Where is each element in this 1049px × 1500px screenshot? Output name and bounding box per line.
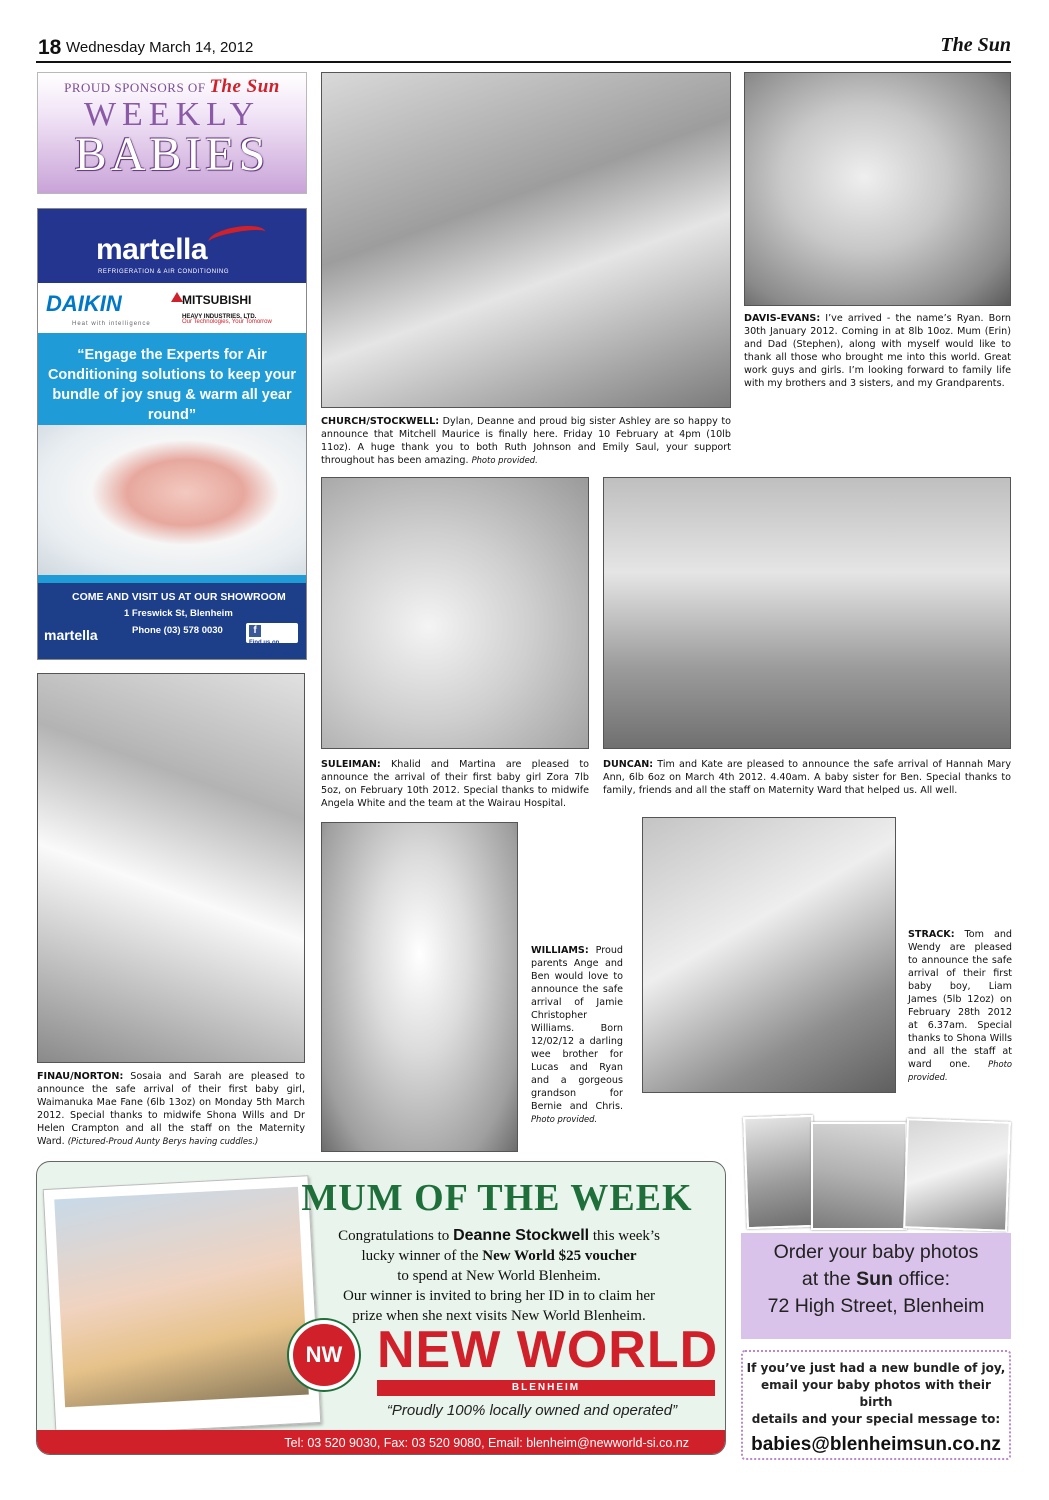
banner-babies: BABIES: [74, 128, 270, 181]
new-world-logo-icon: NW: [289, 1320, 359, 1390]
mitsubishi-name: MITSUBISHI: [182, 293, 252, 307]
photo-credit: (Pictured-Proud Aunty Berys having cuddles.): [67, 1136, 259, 1146]
mitsubishi-line2: HEAVY INDUSTRIES, LTD.: [182, 314, 257, 320]
order-brand: Sun: [856, 1268, 893, 1290]
daikin-tagline: Heat with intelligence: [72, 321, 151, 327]
caption-text: Tom and Wendy are pleased to announce the safe arrival of their first baby boy, Liam James (5lb 12oz) on February 28th 2012 at 6.37am. Special thanks to Shona Wills and all the staff at ward one.: [908, 929, 1012, 1070]
martella-header: [38, 209, 306, 283]
email-submission-box: [741, 1350, 1011, 1460]
caption-text: Sosaia and Sarah are pleased to announce the safe arrival of their first baby girl, Waimanuka Mae Fane (6lb 13oz) on Monday 5th March 2012. Special thanks to midwife Shona Wills and Dr Helen Crampton and all the staff on the Maternity Ward.: [37, 1071, 305, 1147]
caption-name: WILLIAMS:: [531, 945, 589, 956]
martella-tagline: REFRIGERATION & AIR CONDITIONING: [98, 269, 230, 275]
weekly-babies-banner: [37, 72, 307, 194]
mum-prize: New World $25 voucher: [482, 1248, 637, 1264]
order-line2-pre: at the: [801, 1268, 857, 1290]
order-photos-box: [741, 1233, 1011, 1339]
martella-ad[interactable]: [37, 208, 307, 660]
collage-photo: [811, 1122, 907, 1230]
order-line1: Order your baby photos: [773, 1241, 979, 1263]
mum-text: [299, 1226, 699, 1326]
sponsor-name: The Sun: [209, 76, 280, 97]
ad-baby-photo: [38, 425, 306, 575]
daikin-logo: DAIKIN: [46, 291, 122, 316]
caption-name: DAVIS-EVANS:: [744, 313, 821, 324]
sponsor-line: [38, 76, 306, 98]
photo-credit: Photo provided.: [908, 1059, 1012, 1082]
photo-davis-evans: [744, 72, 1011, 306]
showroom-address: 1 Freswick St, Blenheim: [124, 608, 233, 619]
new-world-name: NEW WORLD: [377, 1321, 719, 1379]
showroom-heading: COME AND VISIT US AT OUR SHOWROOM: [72, 591, 286, 603]
caption-name: CHURCH/STOCKWELL:: [321, 416, 440, 427]
mitsubishi-logo: [182, 293, 256, 321]
martella-logo: martella: [96, 233, 208, 266]
photo-credit: Photo provided.: [531, 1114, 598, 1124]
page-number: 18: [38, 36, 62, 59]
order-line2: [741, 1266, 1011, 1293]
caption-text: Proud parents Ange and Ben would love to announce the safe arrival of Jamie Christopher Williams. Born 12/02/12 a darling wee brother for Lucas and Ryan and a gorgeous grandson for Bernie and Chris.: [531, 945, 623, 1112]
caption-davis-evans: [744, 312, 1011, 390]
mum-line5: prize when she next visits New World Blenheim.: [352, 1308, 646, 1324]
photo-suleiman: [321, 477, 589, 749]
email-line1: If you’ve just had a new bundle of joy,: [746, 1361, 1006, 1375]
caption-text: Khalid and Martina are pleased to announce the arrival of their first baby girl Zora 7lb 5oz, on February 10th 2012. Special thanks to midwife Angela White and the team at the Wairau Hospital.: [321, 759, 589, 809]
photo-credit: Photo provided.: [471, 455, 538, 465]
email-line3: details and your special message to:: [751, 1412, 1001, 1426]
ad-showroom: [38, 583, 306, 660]
photo-finau-norton: [37, 673, 305, 1063]
caption-strack: [908, 928, 1012, 1084]
mum-photo: [54, 1187, 309, 1407]
caption-name: STRACK:: [908, 929, 955, 940]
photo-duncan: [603, 477, 1011, 749]
caption-name: SULEIMAN:: [321, 759, 381, 770]
caption-church-stockwell: [321, 415, 731, 467]
photo-williams: [321, 822, 518, 1152]
collage-photo: [903, 1118, 1011, 1232]
facebook-badge[interactable]: [246, 623, 298, 659]
ad-blue-panel: [38, 333, 306, 660]
swoosh-icon: [207, 222, 268, 252]
new-world-contact: Tel: 03 520 9030, Fax: 03 520 9080, Email: blenheim@newworld-si.co.nz: [37, 1430, 725, 1455]
masthead: The Sun: [940, 34, 1011, 56]
caption-name: DUNCAN:: [603, 759, 654, 770]
caption-name: FINAU/NORTON:: [37, 1071, 124, 1082]
caption-finau-norton: [37, 1070, 305, 1148]
caption-text: Dylan, Deanne and proud big sister Ashley are so happy to announce that Mitchell Maurice is finally here. Friday 10 February at 4pm (10lb 11oz). A huge thank you to both Ruth Johnson and Emily Saul, your support throughout has been amazing.: [321, 416, 731, 466]
mitsubishi-tagline: Our Technologies, Your Tomorrow: [182, 319, 272, 325]
facebook-small-text: Find us on: [249, 640, 280, 646]
facebook-icon: f: [249, 625, 261, 637]
issue-date: Wednesday March 14, 2012: [66, 39, 254, 56]
email-line2: email your baby photos with their birth: [761, 1378, 991, 1409]
showroom-phone: Phone (03) 578 0030: [132, 625, 223, 636]
order-line2-post: office:: [892, 1268, 951, 1290]
order-photo-collage: [745, 1108, 1010, 1232]
martella-small-logo: martella: [44, 627, 98, 643]
mum-line4: Our winner is invited to bring her ID in to claim her: [342, 1288, 655, 1304]
photo-church-stockwell: [321, 72, 731, 408]
mum-title: MUM OF THE WEEK: [301, 1177, 693, 1219]
brand-logos: [38, 283, 306, 333]
caption-suleiman: [321, 758, 589, 810]
email-address-link[interactable]: babies@blenheimsun.co.nz: [751, 1434, 1001, 1455]
facebook-label: Facebook: [249, 649, 292, 659]
mum-line2-pre: lucky winner of the: [361, 1248, 483, 1264]
mum-of-the-week: [36, 1161, 726, 1455]
caption-williams: [531, 944, 623, 1126]
caption-duncan: [603, 758, 1011, 797]
new-world-slogan: “Proudly 100% locally owned and operated”: [386, 1402, 678, 1419]
banner-weekly: WEEKLY: [83, 96, 261, 133]
collage-photo: [743, 1115, 817, 1229]
new-world-location: BLENHEIM: [377, 1380, 715, 1396]
caption-text: I’ve arrived - the name’s Ryan. Born 30th January 2012. Coming in at 8lb 10oz. Mum (Erin) and Dad (Stephen), along with myself would like to thank all those who brought me into this world. Great work guys and girls. I’m looking forward to family life with my brothers and 3 sisters, and my Grandparents.: [744, 313, 1011, 389]
mum-line1-post: this week’s: [589, 1228, 660, 1244]
mum-line1-pre: Congratulations to: [338, 1228, 454, 1244]
ad-quote: “Engage the Experts for Air Conditioning solutions to keep your bundle of joy snug & warm all year round”: [47, 347, 297, 423]
order-line3: 72 High Street, Blenheim: [767, 1295, 985, 1317]
mum-winner: Deanne Stockwell: [453, 1227, 590, 1244]
caption-text: Tim and Kate are pleased to announce the safe arrival of Hannah Mary Ann, 6lb 6oz on March 4th 2012. 4.40am. A baby sister for Ben. Special thanks to family, friends and all the staff on Maternity Ward that helped us. All well.: [603, 759, 1011, 796]
mum-line3: to spend at New World Blenheim.: [397, 1268, 601, 1284]
header-rule: [36, 61, 1011, 63]
sponsor-prefix: PROUD SPONSORS OF: [64, 80, 206, 95]
photo-strack: [642, 817, 896, 1093]
